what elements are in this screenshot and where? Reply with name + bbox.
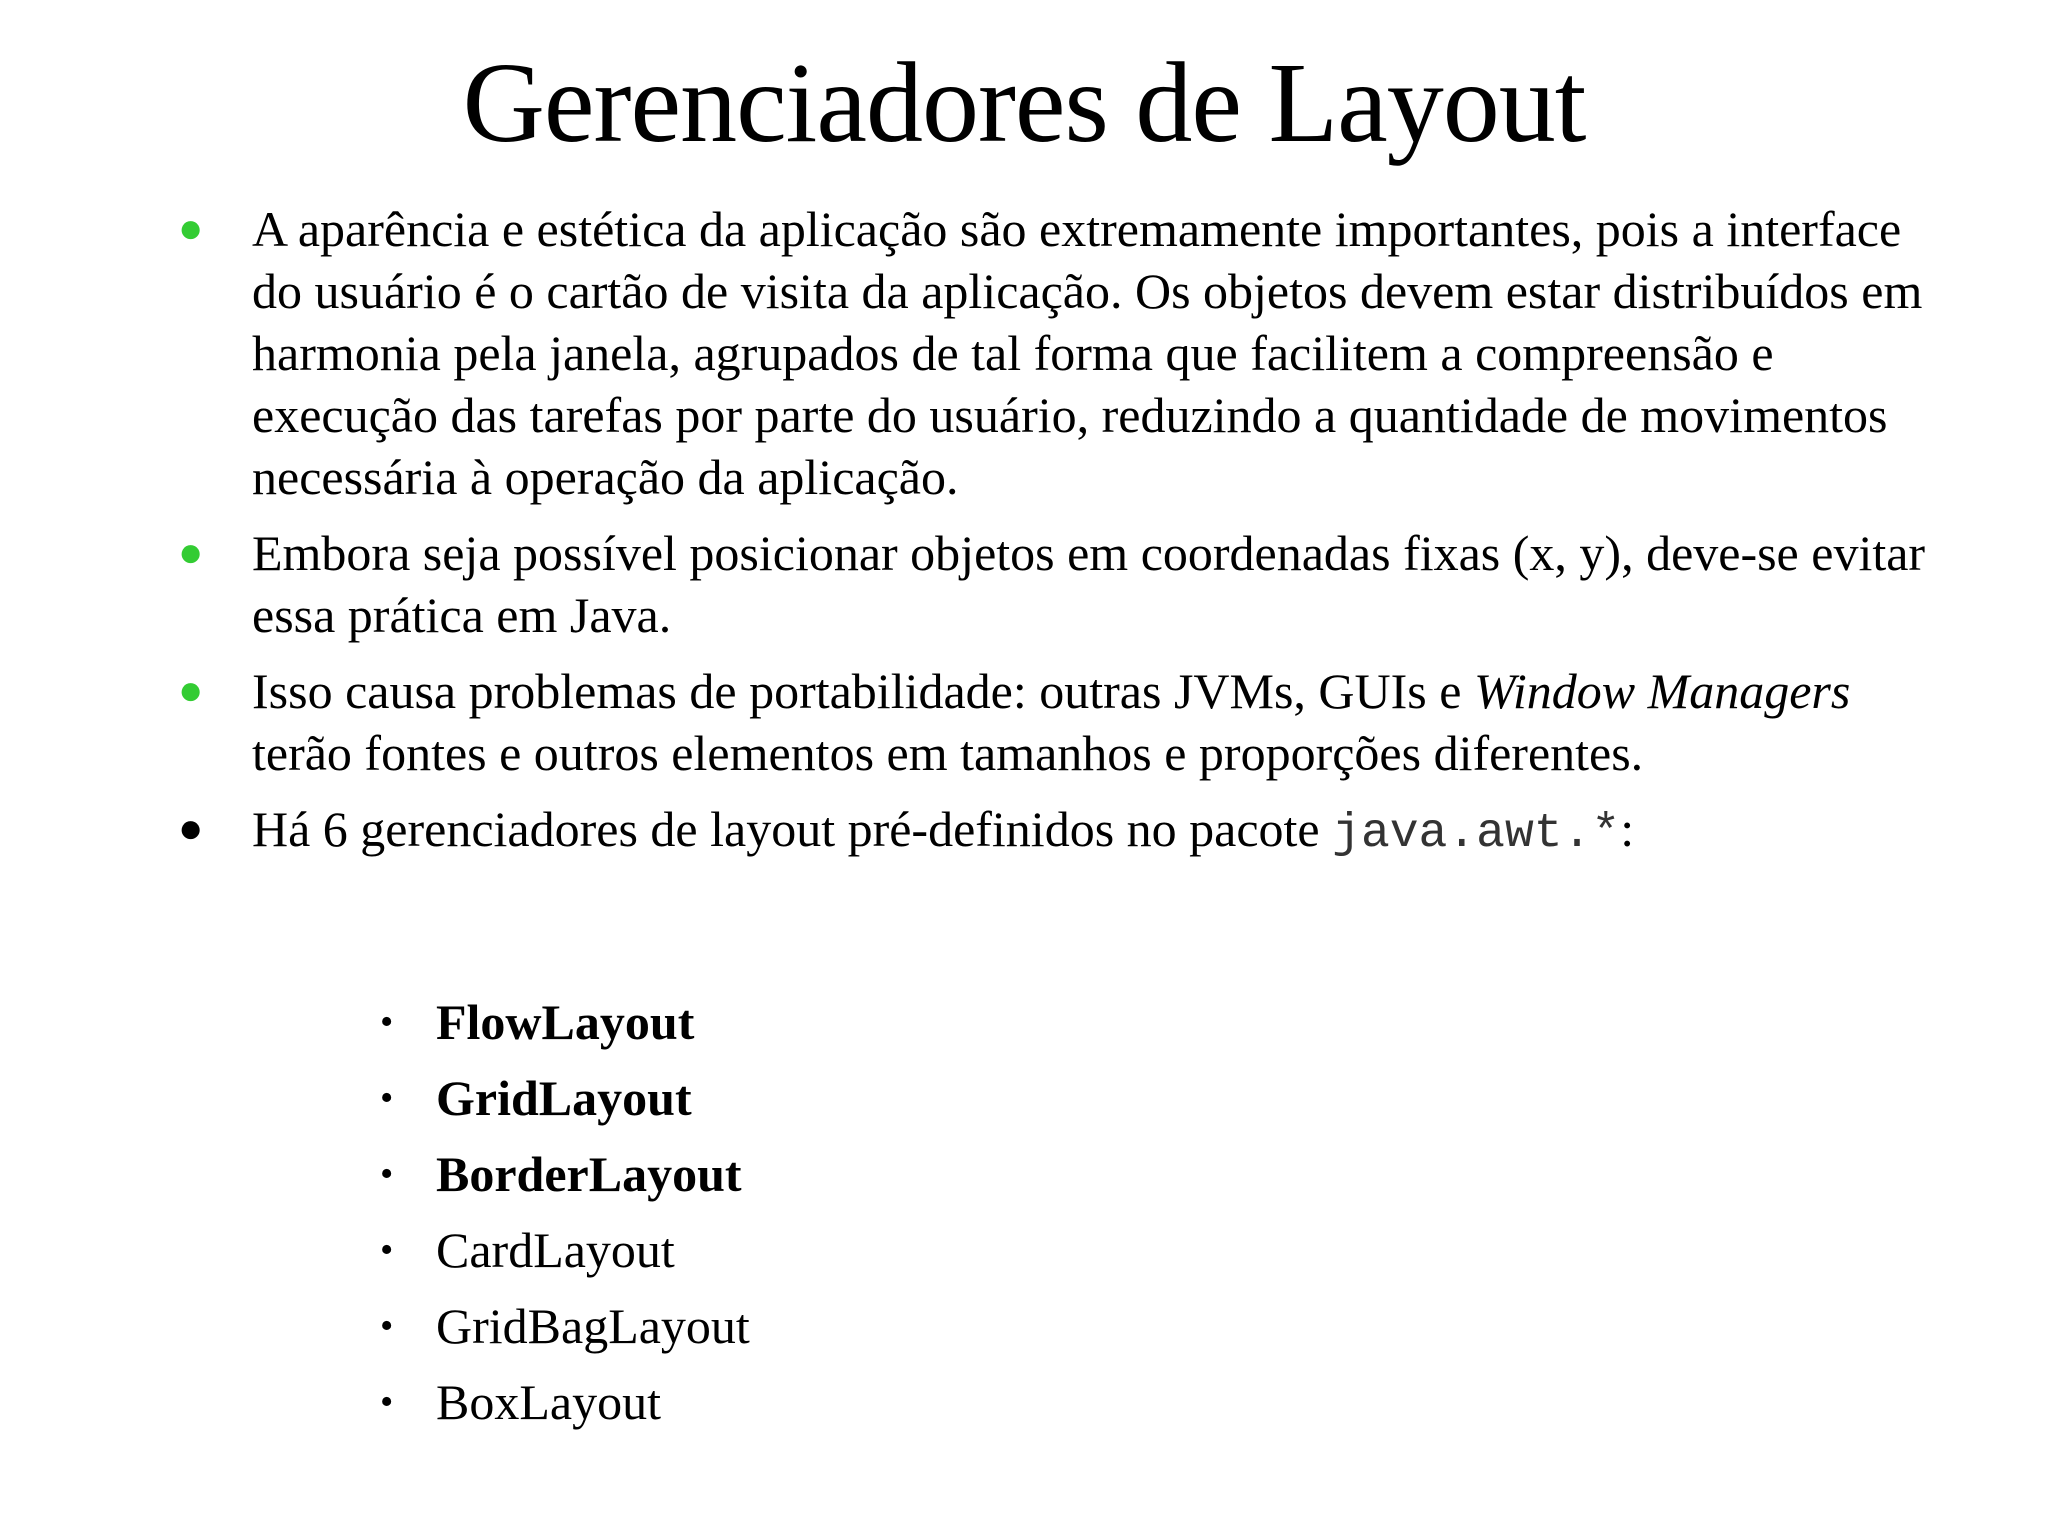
green-bullet-icon: ● [178,206,204,252]
bullet-text-before: Isso causa problemas de portabilidade: outras JVMs, GUIs e [252,663,1474,719]
layout-manager-item [380,1296,750,1356]
bullet-text: Embora seja possível posicionar objetos em coordenadas fixas (x, y), deve-se evitar essa prática em Java. [252,525,1926,643]
layout-manager-name: GridBagLayout [436,1298,750,1354]
bullet-icon: • [380,1305,394,1347]
bullet-icon: • [380,1229,394,1271]
layout-manager-list [380,992,750,1448]
slide-title: Gerenciadores de Layout [462,39,1586,166]
bullet-icon: • [380,1001,394,1043]
layout-manager-item [380,992,750,1052]
bullet-icon: • [380,1381,394,1423]
green-bullet-icon: ● [178,668,204,714]
green-bullet-icon: ● [178,530,204,576]
bullet-text-before: Há 6 gerenciadores de layout pré-definidos no pacote [252,801,1333,857]
bullet-list [176,198,1926,879]
layout-manager-item [380,1372,750,1432]
bullet-item-appearance [176,198,1926,508]
bullet-icon: • [380,1077,394,1119]
package-code: java.awt.* [1332,807,1621,861]
layout-manager-item [380,1144,750,1204]
bullet-text [252,798,1926,865]
bullet-text: A aparência e estética da aplicação são extremamente importantes, pois a interface do usuário é o cartão de visita da aplicação. Os objetos devem estar distribuídos em harmonia pela janela, agrupados de tal forma que facilitem a compreensão e execução das tarefas por parte do usuário, reduzindo a quantidade de movimentos necessária à operação da aplicação. [252,201,1923,505]
bullet-item-portability [176,660,1926,784]
bullet-text-after: : [1620,801,1635,857]
layout-manager-name: BoxLayout [436,1374,661,1430]
bullet-item-fixed-coordinates [176,522,1926,646]
black-bullet-icon: ● [178,806,204,852]
layout-manager-name: GridLayout [436,1070,692,1126]
layout-manager-name: FlowLayout [436,994,695,1050]
bullet-text-italic: Window Managers [1473,663,1851,719]
layout-manager-name: CardLayout [436,1222,675,1278]
layout-manager-item [380,1068,750,1128]
bullet-item-layout-managers [176,798,1926,865]
bullet-text [252,660,1926,784]
layout-manager-item [380,1220,750,1280]
bullet-text-after: terão fontes e outros elementos em tamanhos e proporções diferentes. [252,725,1644,781]
bullet-icon: • [380,1153,394,1195]
layout-manager-name: BorderLayout [436,1146,742,1202]
